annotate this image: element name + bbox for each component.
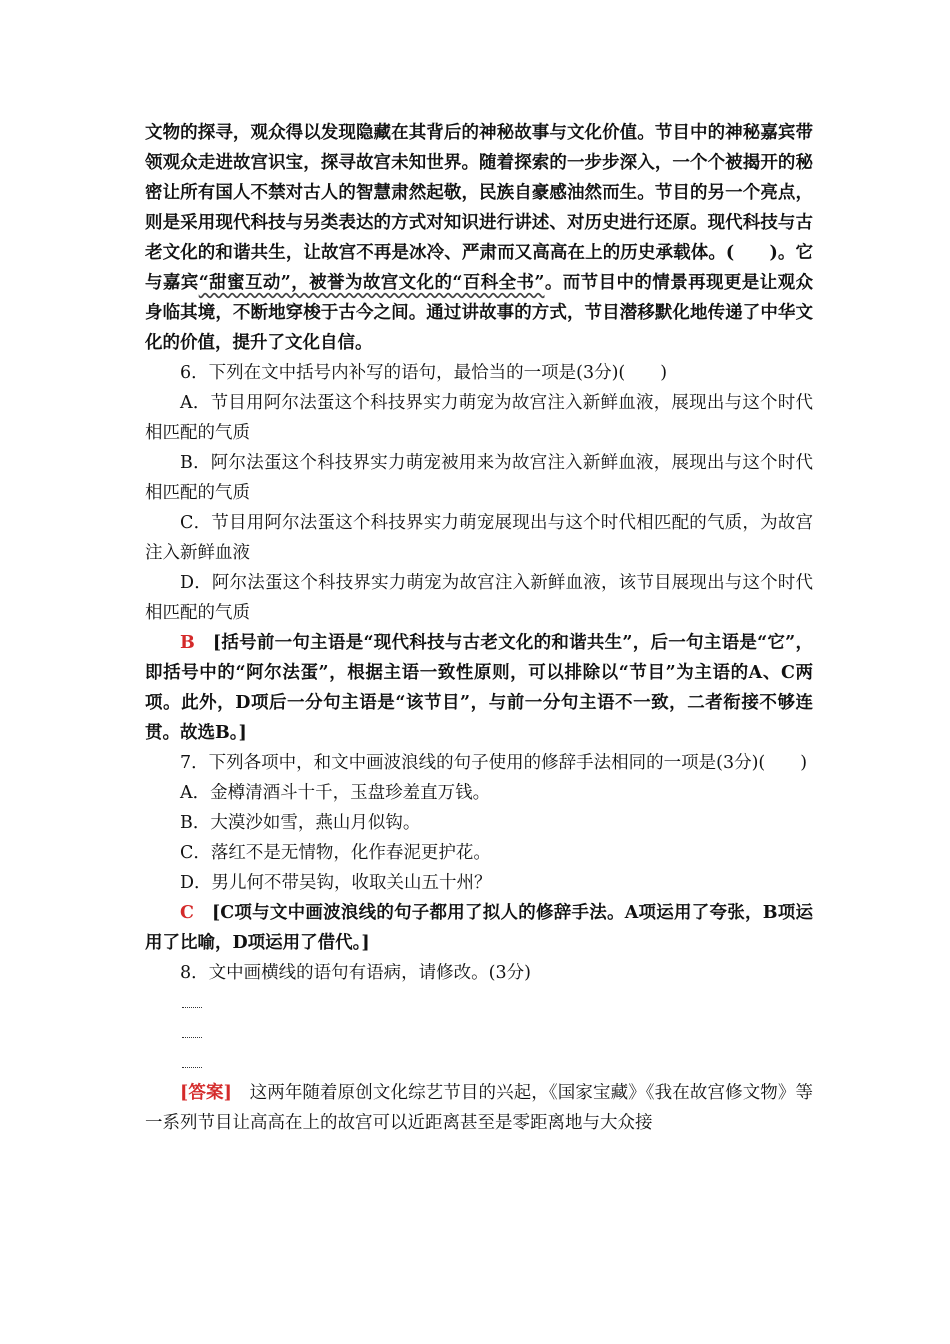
answer-tag: [答案] bbox=[180, 1083, 232, 1103]
answer-explanation: [括号前一句主语是“现代科技与古老文化的和谐共生”，后一句主语是“它”，即括号中的“阿尔法蛋”，根据主语一致性原则，可以排除以“节目”为主语的A、C两项。此外，D项后一分句主语是“该节目”，与前一分句主语不一致，二者衔接不够连贯。故选B。] bbox=[145, 633, 814, 743]
dotted-mark bbox=[182, 1007, 202, 1008]
answer-letter: B bbox=[180, 633, 195, 653]
question-7-answer bbox=[145, 898, 813, 958]
question-7-option-d: D．男儿何不带吴钩，收取关山五十州？ bbox=[180, 873, 492, 893]
passage-paragraph bbox=[145, 118, 813, 358]
answer-letter: C bbox=[180, 903, 194, 923]
passage-text-post: 。而节目中的情景再现更是让观众身临其境，不断地穿梭于古今之间。通过讲故事的方式，节目潜移默化地传递了中华文化的价值，提升了文化自信。 bbox=[145, 273, 813, 353]
dotted-mark bbox=[182, 1037, 202, 1038]
question-6-option-b: B．阿尔法蛋这个科技界实力萌宠被用来为故宫注入新鲜血液，展现出与这个时代相匹配的气质 bbox=[145, 453, 813, 503]
answer-blank-line bbox=[145, 1018, 813, 1048]
question-6-option-c: C．节目用阿尔法蛋这个科技界实力萌宠展现出与这个时代相匹配的气质，为故宫注入新鲜血液 bbox=[145, 513, 813, 563]
answer-text: 这两年随着原创文化综艺节目的兴起，《国家宝藏》《我在故宫修文物》等一系列节目让高高在上的故宫可以近距离甚至是零距离地与大众接 bbox=[145, 1083, 814, 1133]
question-6-option-d: D．阿尔法蛋这个科技界实力萌宠为故宫注入新鲜血液，该节目展现出与这个时代相匹配的气质 bbox=[145, 573, 813, 623]
dotted-mark bbox=[182, 1067, 202, 1068]
document-body bbox=[145, 118, 813, 1138]
question-7-option-c: C．落红不是无情物，化作春泥更护花。 bbox=[180, 843, 491, 863]
question-8-answer bbox=[145, 1078, 813, 1138]
question-6-stem: 6．下列在文中括号内补写的语句，最恰当的一项是(3分)( ) bbox=[180, 363, 668, 383]
answer-blank-line bbox=[145, 988, 813, 1018]
question-6-option-a: A．节目用阿尔法蛋这个科技界实力萌宠为故宫注入新鲜血液，展现出与这个时代相匹配的气质 bbox=[145, 393, 813, 443]
answer-explanation: [C项与文中画波浪线的句子都用了拟人的修辞手法。A项运用了夸张，B项运用了比喻，D项运用了借代。] bbox=[145, 903, 814, 953]
passage-text-pre: 文物的探寻，观众得以发现隐藏在其背后的神秘故事与文化价值。节目中的神秘嘉宾带领观众走进故宫识宝，探寻故宫未知世界。随着探索的一步步深入，一个个被揭开的秘密让所有国人不禁对古人的智慧肃然起敬，民族自豪感油然而生。节目的另一个亮点，则是采用现代科技与另类表达的方式对知识进行讲述、对历史进行还原。现代科技与古老文化的和谐共生，让故宫不再是冰冷、严肃而又高高在上的历史承载体。( )。它与嘉宾 bbox=[145, 123, 813, 293]
wavy-underlined-sentence: “甜蜜互动”，被誉为故宫文化的“百科全书” bbox=[198, 273, 545, 293]
question-7-option-b: B．大漠沙如雪，燕山月似钩。 bbox=[180, 813, 421, 833]
question-7-stem: 7．下列各项中，和文中画波浪线的句子使用的修辞手法相同的一项是(3分)( ) bbox=[180, 753, 808, 773]
question-7-option-a: A．金樽清酒斗十千，玉盘珍羞直万钱。 bbox=[180, 783, 491, 803]
answer-blank-line bbox=[145, 1048, 813, 1078]
question-8-stem: 8．文中画横线的语句有语病，请修改。(3分) bbox=[180, 963, 531, 983]
question-6-answer bbox=[145, 628, 813, 748]
